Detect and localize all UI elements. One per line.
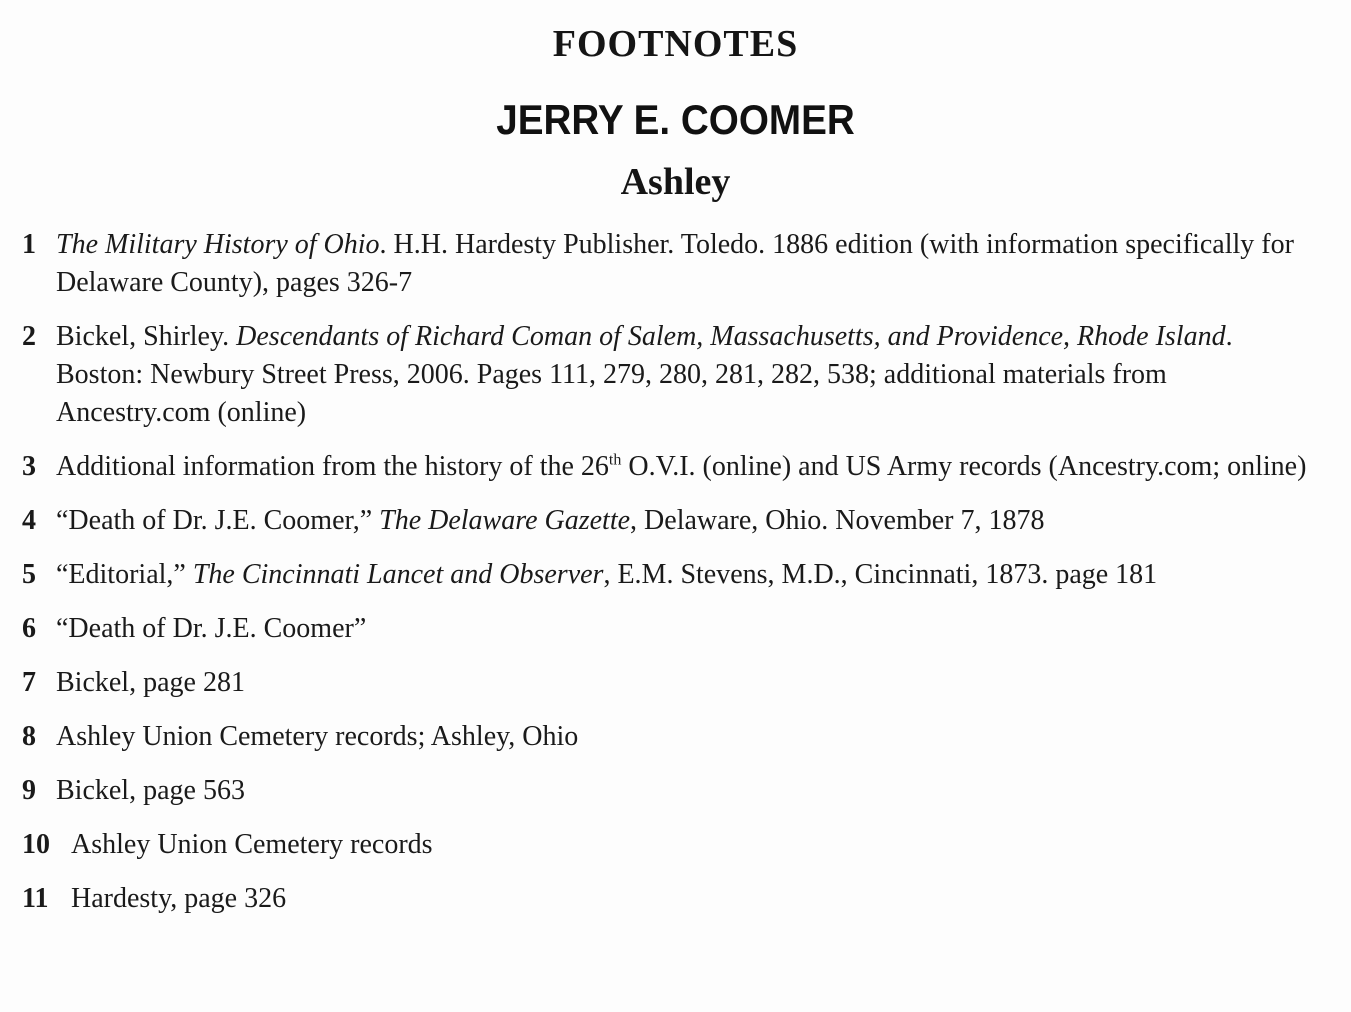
footnote-text: Ashley Union Cemetery records [71, 829, 433, 860]
footnote-item [22, 610, 1322, 648]
footnote-superscript: th [608, 451, 622, 469]
footnote-title: The Delaware Gazette [379, 505, 631, 536]
person-name-heading: JERRY E. COOMER [496, 96, 855, 143]
footnote-text [56, 556, 1322, 594]
place-subheading: Ashley [620, 161, 731, 203]
footnote-prefix: “Death of Dr. J.E. Coomer,” [56, 505, 380, 536]
footnote-text [56, 226, 1322, 302]
footnote-prefix: Additional information from the history of the 26 [56, 451, 609, 482]
footnote-item [22, 318, 1322, 432]
footnote-number: 9 [22, 775, 36, 806]
footnote-number: 6 [22, 613, 36, 644]
footnote-item [22, 448, 1322, 486]
footnote-number: 4 [22, 505, 36, 536]
footnote-citation: . H.H. Hardesty Publisher. Toledo. 1886 edition (with information specifically for Delaware County), pages 326-7 [56, 229, 1294, 298]
footnote-citation: , Delaware, Ohio. November 7, 1878 [630, 505, 1045, 536]
footnote-author: Bickel, Shirley. [56, 321, 237, 352]
footnote-item [22, 826, 1322, 864]
footnote-citation: O.V.I. (online) and US Army records (Ancestry.com; online) [621, 451, 1307, 482]
footnote-number: 8 [22, 721, 36, 752]
footnote-number: 5 [22, 559, 36, 590]
footnote-prefix: “Editorial,” [56, 559, 193, 590]
footnote-text: Bickel, page 281 [56, 667, 245, 698]
footnote-number: 2 [22, 321, 36, 352]
footnote-item [22, 772, 1322, 810]
footnote-number: 3 [22, 451, 36, 482]
footnote-text [56, 318, 1322, 432]
footnote-item [22, 664, 1322, 702]
footnote-title: The Cincinnati Lancet and Observer [192, 559, 604, 590]
footnote-number: 7 [22, 667, 36, 698]
footnote-title: The Military History of Ohio [56, 229, 380, 260]
footnote-item [22, 718, 1322, 756]
footnote-text [56, 502, 1322, 540]
footnote-item [22, 556, 1322, 594]
footnote-citation: . Boston: Newbury Street Press, 2006. Pages 111, 279, 280, 281, 282, 538; additional materials from Ancestry.com (online) [56, 321, 1233, 428]
footnote-item [22, 880, 1322, 918]
footnote-citation: , E.M. Stevens, M.D., Cincinnati, 1873. page 181 [603, 559, 1158, 590]
footnote-number: 11 [22, 883, 49, 914]
footnote-text: Bickel, page 563 [56, 775, 245, 806]
footnote-list [22, 226, 1322, 934]
footnote-number: 10 [22, 829, 50, 860]
footnote-text: “Death of Dr. J.E. Coomer” [56, 613, 367, 644]
footnote-text [56, 448, 1322, 486]
footnote-item [22, 502, 1322, 540]
footnote-title: Descendants of Richard Coman of Salem, Massachusetts, and Providence, Rhode Island [236, 321, 1226, 352]
footnote-text: Ashley Union Cemetery records; Ashley, Ohio [56, 721, 579, 752]
footnote-text: Hardesty, page 326 [71, 883, 287, 914]
footnote-number: 1 [22, 229, 36, 260]
footnote-item [22, 226, 1322, 302]
page-title: FOOTNOTES [552, 23, 799, 65]
